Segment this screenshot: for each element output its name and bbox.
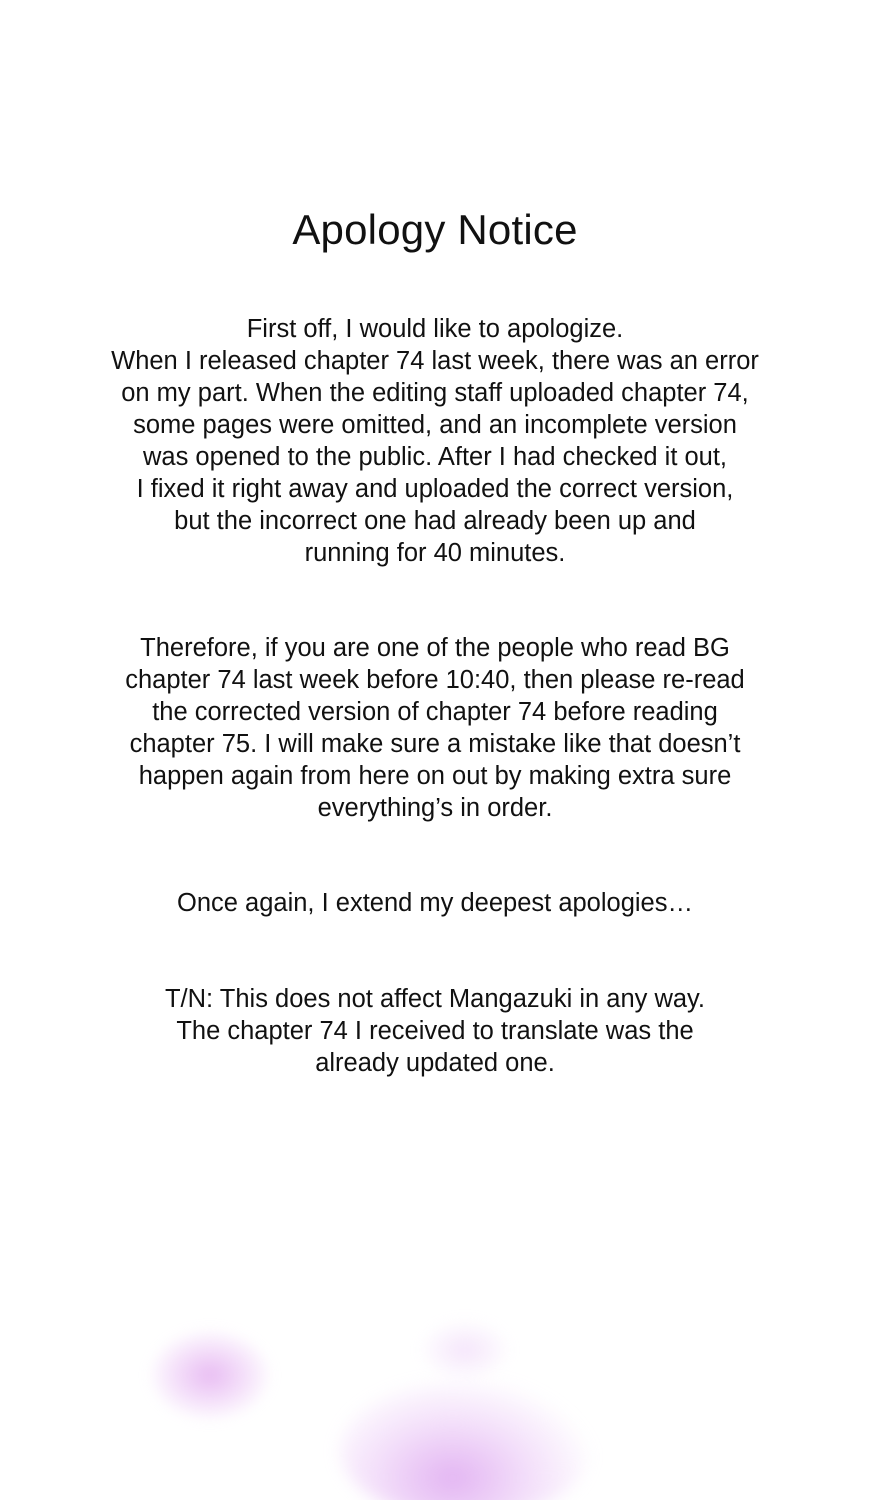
decorative-blur-blob (420, 1320, 510, 1380)
notice-title: Apology Notice (292, 206, 578, 253)
paragraph-line: When I released chapter 74 last week, there was an error (111, 347, 759, 375)
paragraph-line: I fixed it right away and uploaded the correct version, (136, 475, 734, 503)
paragraph-line: on my part. When the editing staff uploaded chapter 74, (121, 379, 749, 407)
paragraph-line: some pages were omitted, and an incomplete version (133, 411, 737, 439)
paragraph-line: was opened to the public. After I had checked it out, (142, 443, 728, 471)
paragraph-line: already updated one. (315, 1049, 555, 1077)
notice-paragraph-2 (0, 632, 870, 824)
decorative-blur-blob (150, 1330, 270, 1420)
paragraph-line: The chapter 74 I received to translate was the (176, 1017, 694, 1045)
translator-note (0, 983, 870, 1079)
paragraph-line: Therefore, if you are one of the people who read BG (140, 634, 730, 662)
decorative-blur-blob (340, 1380, 590, 1500)
paragraph-line: happen again from here on out by making extra sure (138, 762, 732, 790)
notice-paragraph-1 (0, 313, 870, 569)
paragraph-line: First off, I would like to apologize. (246, 315, 624, 343)
paragraph-line: running for 40 minutes. (304, 539, 566, 567)
paragraph-line: but the incorrect one had already been up and (174, 507, 696, 535)
paragraph-line: chapter 74 last week before 10:40, then please re-read (125, 666, 745, 694)
paragraph-line: the corrected version of chapter 74 before reading (152, 698, 718, 726)
paragraph-line: Once again, I extend my deepest apologies… (177, 889, 693, 917)
paragraph-line: everything’s in order. (317, 794, 553, 822)
paragraph-line: T/N: This does not affect Mangazuki in any way. (164, 985, 706, 1013)
paragraph-line: chapter 75. I will make sure a mistake like that doesn’t (129, 730, 741, 758)
notice-paragraph-3 (0, 887, 870, 919)
